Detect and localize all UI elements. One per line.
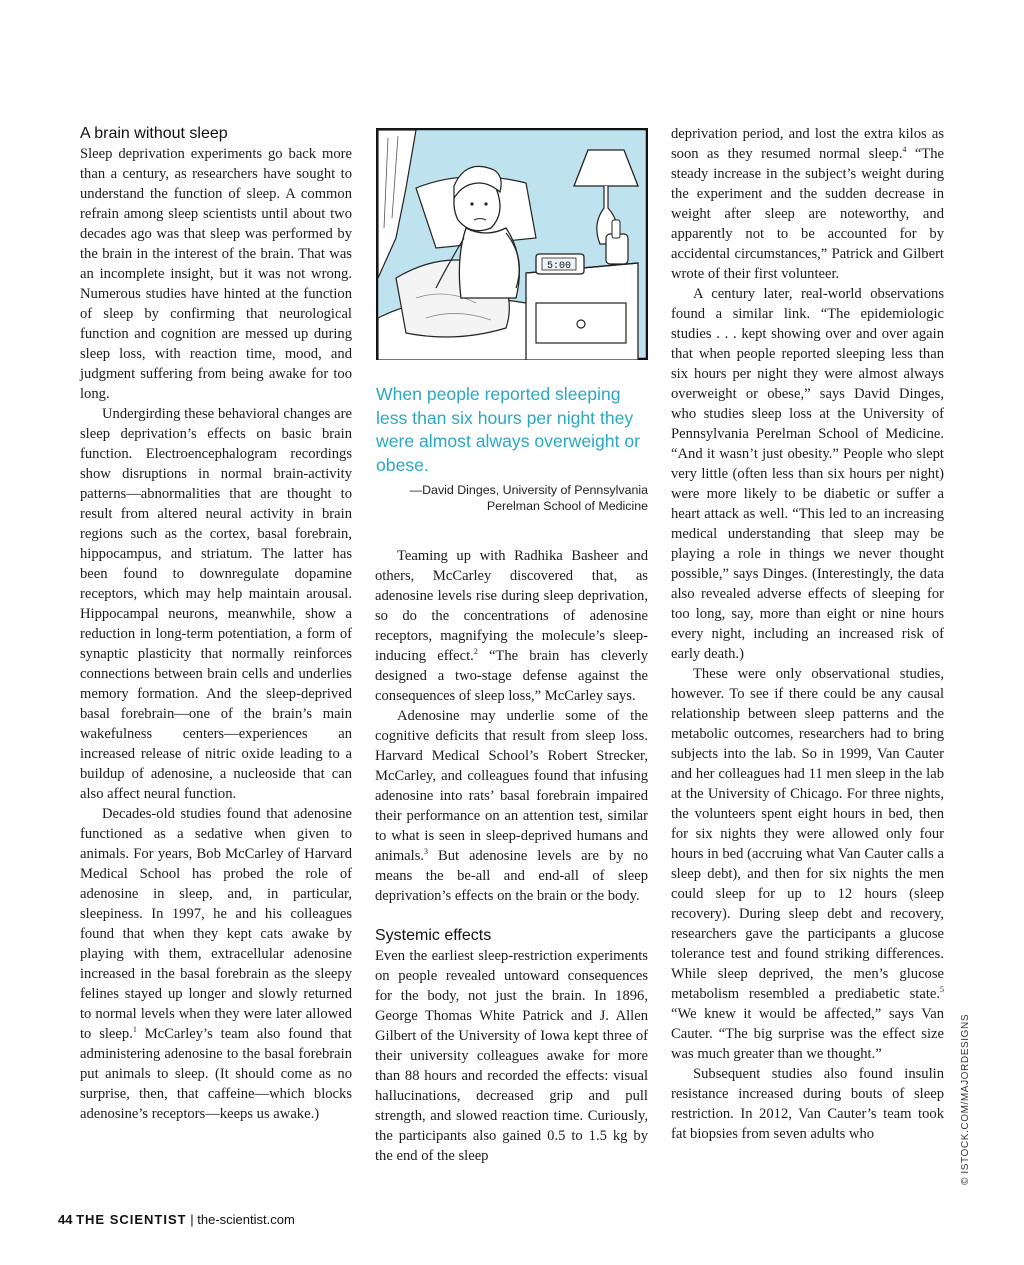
reference-marker: 3 [424,847,429,857]
pull-quote: When people reported sleeping less than six hours per night they were almost always overweight or obese. [376,384,641,475]
column-2 [375,546,648,1166]
paragraph: Teaming up with Radhika Basheer and others, McCarley discovered that, as adenosine levels rise during sleep deprivation, so do the concentrations of adenosine receptors, magnifying the molecule’s sleep-inducing effect.$^2$ “The brain has cleverly designed a two-stage defense against the consequences of sleep loss,” McCarley says. [375,548,648,704]
pull-quote-attribution [376,482,648,514]
reference-marker: 2 [473,647,478,657]
footer-separator: | [190,1212,194,1227]
reference-marker: 5 [940,985,944,995]
page-footer [58,1212,295,1227]
website-link[interactable]: the-scientist.com [197,1212,295,1227]
attribution-line: —David Dinges, University of Pennsylvania [409,483,648,497]
paragraph: Adenosine may underlie some of the cognitive deficits that result from sleep loss. Harvard Medical School’s Robert Strecker, McCarley, and colleagues found that infusing adenosine into rats’ basal forebrain impaired their performance on an attention test, similar to what is seen in sleep-deprived humans and animals.$^3$ But adenosine levels are by no means the be-all and end-all of sleep deprivation’s effects on the brain or the body. [375,708,648,904]
paragraph: Sleep deprivation experiments go back more than a century, as researchers have sought to understand the function of sleep. A common refrain among sleep scientists until about two decades ago was that sleep was performed by the brain in the interest of the brain. That was an incomplete insight, but it was not wrong. Numerous studies have hinted at the function of sleep by confirming that neurological function and cognition are messed up during sleep loss, with reaction time, mood, and judgment suffering from being awake for too long. [80,146,352,402]
column-3 [671,124,944,1144]
paragraph: Undergirding these behavioral changes are sleep deprivation’s effects on basic brain function. Electroencephalogram recordings show disruptions in normal brain-activity patterns—abnormalities that are thought to result from altered neural activity in brain regions such as the cortex, basal forebrain, hippocampus, and striatum. The latter has been found to downregulate dopamine receptors, which may help maintain arousal. Hippocampal neurons, meanwhile, show a reduction in long-term potentiation, a form of synaptic plasticity that normally reinforces connections between brain cells and underlies memory formation. And the sleep-deprived basal forebrain—one of the brain’s main wakefulness centers—experiences an increased release of nitric oxide leading to a buildup of adenosine, a nucleoside that can also affect neural function. [80,406,352,802]
column-1 [80,124,352,1124]
attribution-line: Perelman School of Medicine [486,499,648,513]
paragraph: Decades-old studies found that adenosine functioned as a sedative when given to animals. For years, Bob McCarley of Harvard Medical School has probed the role of adenosine in sleep, and, in particular, sleepiness. In 1997, he and his colleagues found that when they kept cats awake by playing with them, extracellular adenosine increased in the basal forebrain as the sleepy felines stayed up longer and slowly returned to normal levels when they were later allowed to sleep.$^1$ McCarley’s team also found that administering adenosine to the basal forebrain put animals to sleep. (It should come as no surprise, then, that caffeine—which blocks adenosine’s receptors—keeps us awake.) [80,806,352,1122]
paragraph: Subsequent studies also found insulin resistance increased during bouts of sleep restriction. In 2012, Van Cauter’s team took fat biopsies from seven adults who [671,1066,944,1142]
reference-marker: 4 [902,145,907,155]
paragraph: A century later, real-world observations found a similar link. “The epidemiologic studies . . . kept showing over and over again that when people reported sleeping less than six hours per night they were almost always overweight or obese,” says David Dinges, who studies sleep loss at the University of Pennsylvania Perelman School of Medicine. “And it wasn’t just obesity.” People who slept very little (often less than six hours per night) were more likely to be diabetic or suffer a heart attack as well. “This led to an increasing medical understanding that sleep may be playing a role in things we never thought possible,” says Dinges. (Interestingly, the data also revealed adverse effects of sleeping for too long, say, more than eight or nine hours every night, including an increased risk of early death.) [671,286,944,662]
paragraph: Even the earliest sleep-restriction experiments on people revealed untoward consequences for the body, not just the brain. In 1896, George Thomas White Patrick and J. Allen Gilbert of the University of Iowa kept three of their university colleagues awake for more than 88 hours and recorded the effects: visual hallucinations, decreased grip and pull strength, and slowed reaction time. Curiously, the participants also gained 0.5 to 1.5 kg by the end of the sleep [375,948,648,1164]
section-heading-brain-without-sleep: A brain without sleep [80,125,228,142]
section-heading-systemic-effects: Systemic effects [375,927,492,944]
image-credit: © ISTOCK.COM/MAJORDESIGNS [960,1013,971,1185]
paragraph: These were only observational studies, however. To see if there could be any causal relationship between sleep patterns and the metabolic outcomes, researchers had to bring subjects into the lab. So in 1999, Van Cauter and her colleagues had 11 men sleep in the lab at the University of Chicago. For three nights, the volunteers spent eight hours in bed, then for six nights they were allowed only four hours in bed (accruing what Van Cauter calls a sleep debt), and then for six nights the men could sleep for up to 12 hours (sleep recovery). During sleep debt and recovery, researchers gave the participants a glucose tolerance test and found striking differences. While sleep deprived, the men’s glucose metabolism resembled a prediabetic state.$^5$ “We knew it would be affected,” says Van Cauter. “The big surprise was the effect size was much greater than we thought.” [671,666,944,1062]
sleepless-woman-illustration [376,128,648,360]
alarm-clock-display: 5:00 [546,261,572,272]
paragraph: deprivation period, and lost the extra kilos as soon as they resumed normal sleep.$^4$ “The steady increase in the subject’s weight during the experiment and the sudden decrease in weight after sleep are noteworthy, and apparently not to be accounted for by accidental circumstances,” Patrick and Gilbert wrote of their first volunteer. [671,126,944,282]
reference-marker: 1 [132,1025,137,1035]
magazine-name: THE SCIENTIST [76,1212,187,1227]
page-number: 44 [58,1212,73,1227]
